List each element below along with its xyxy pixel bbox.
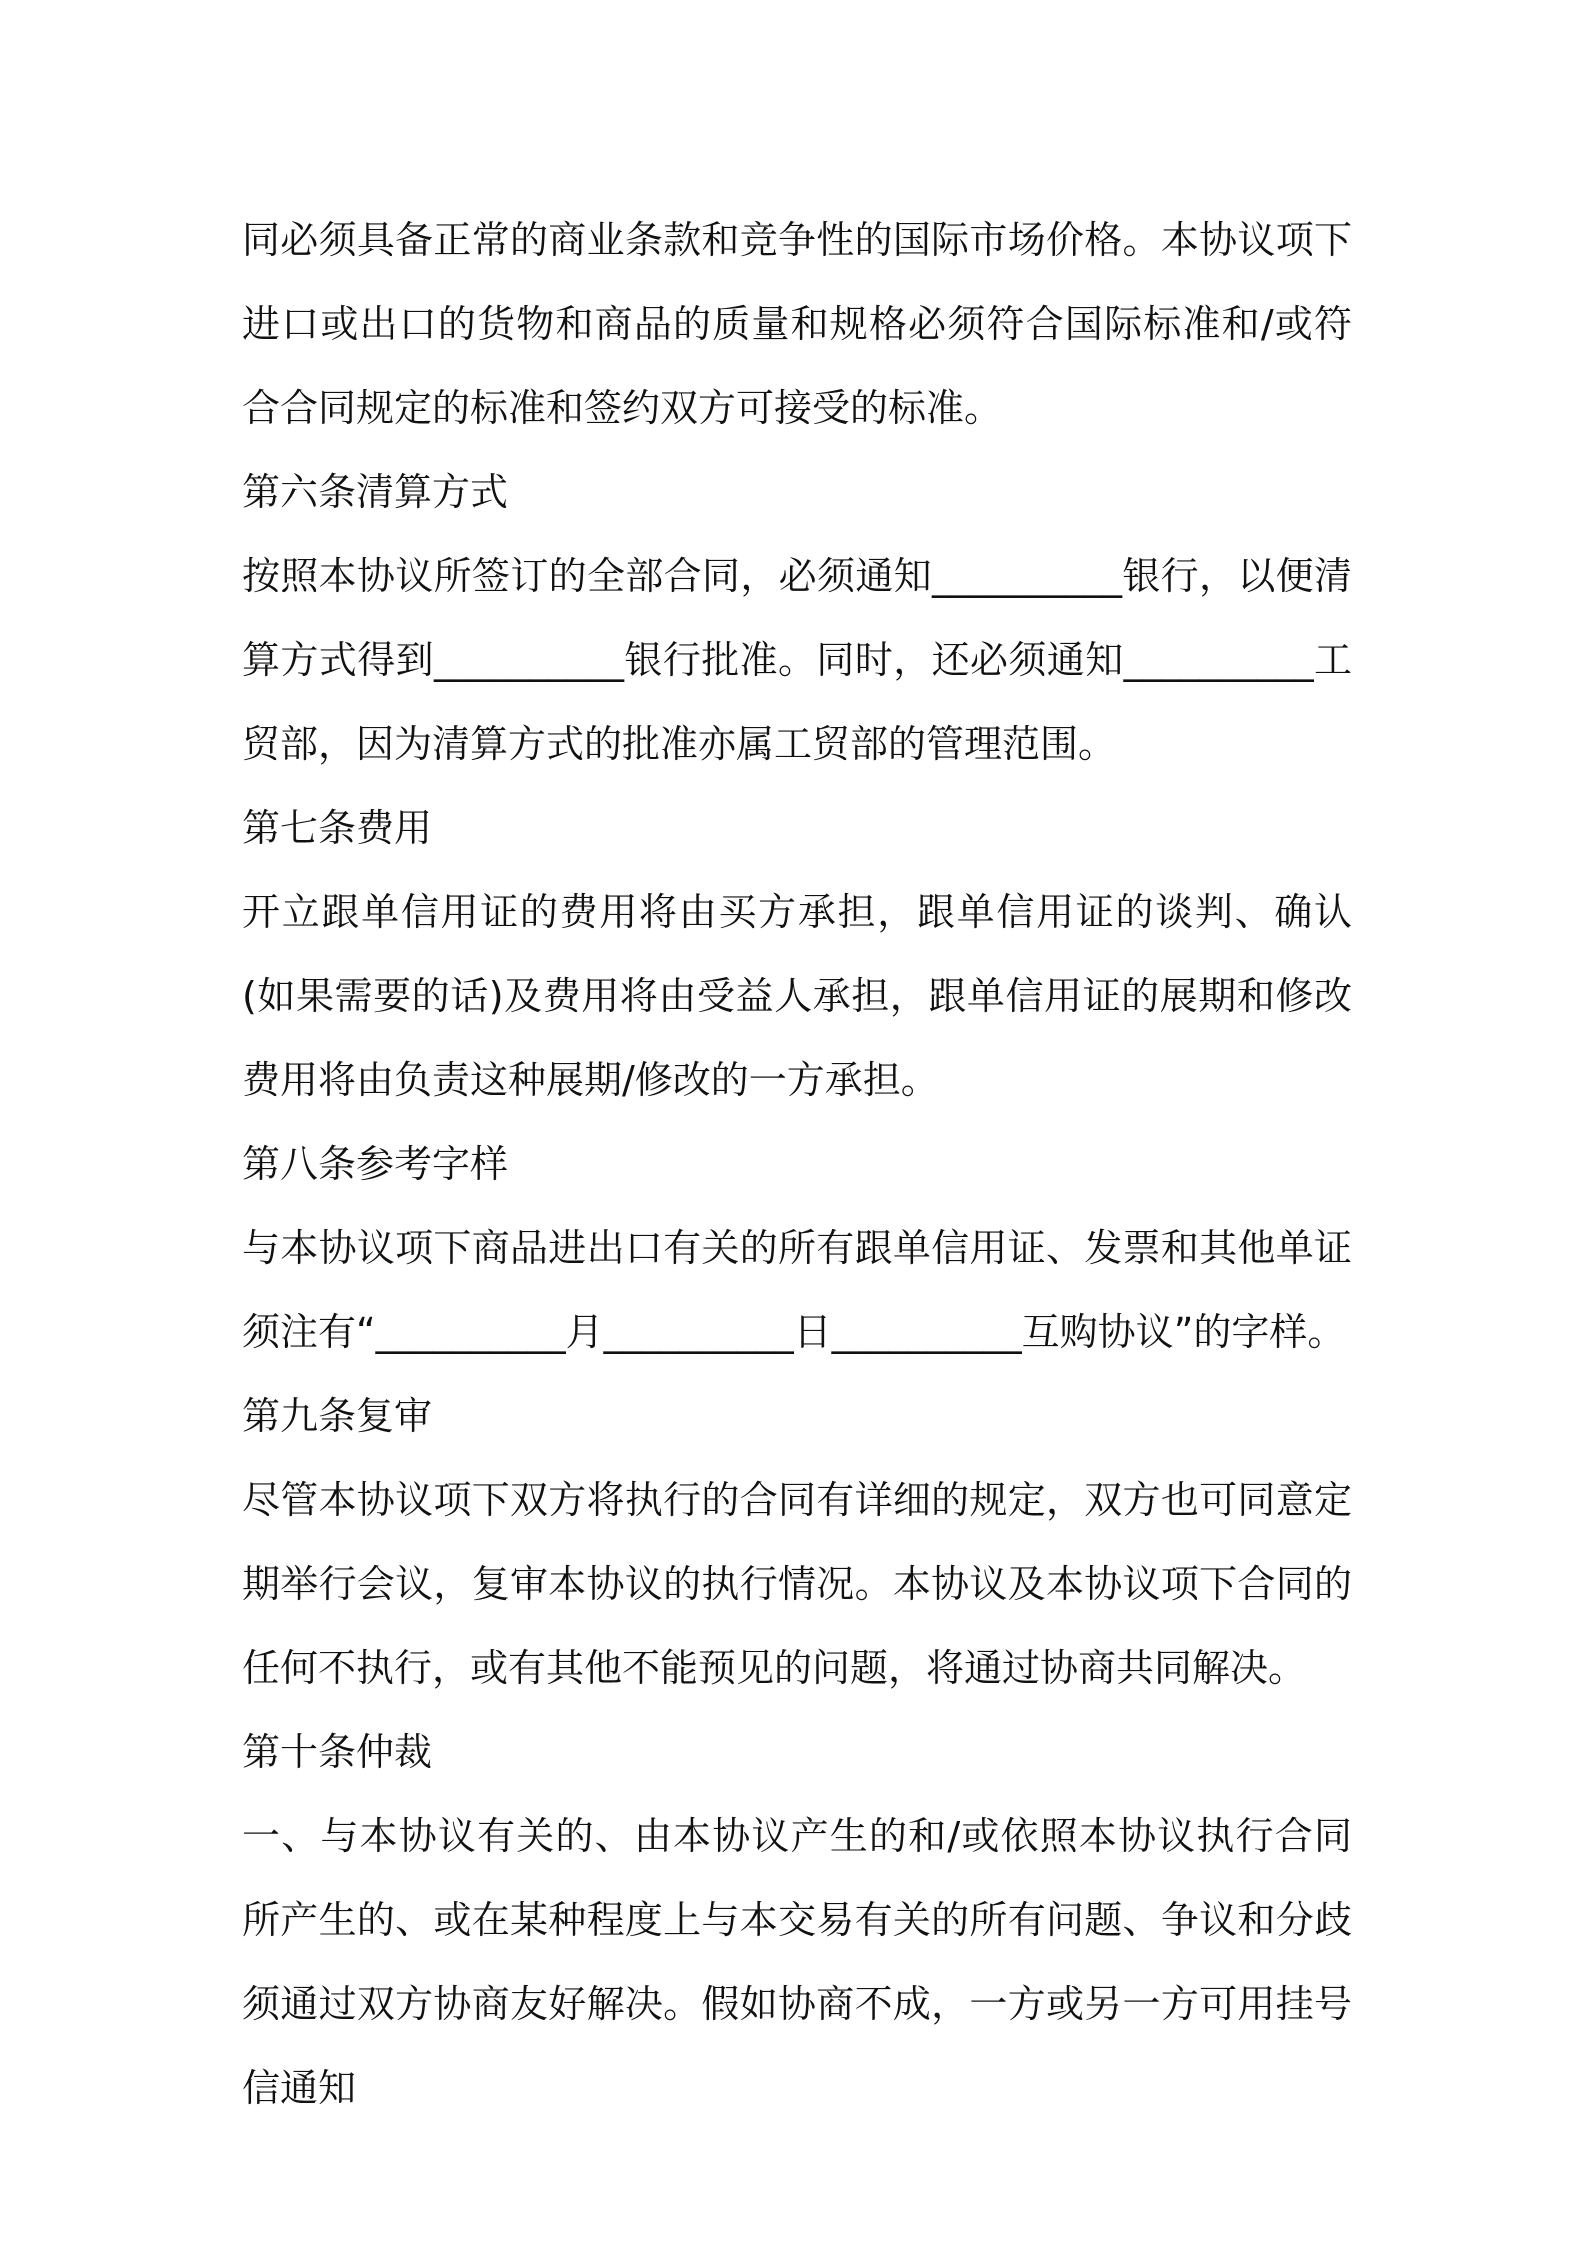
paragraph-fees: 开立跟单信用证的费用将由买方承担，跟单信用证的谈判、确认(如果需要的话)及费用将由受益人承担，跟单信用证的展期和修改费用将由负责这种展期/修改的一方承担。 [242, 890, 1352, 1102]
heading-article-9: 第九条复审 [242, 1394, 433, 1438]
paragraph-reference-wording: 与本协议项下商品进出口有关的所有跟单信用证、发票和其他单证须注有“__________月__________日__________互购协议”的字样。 [242, 1226, 1352, 1354]
paragraph-review: 尽管本协议项下双方将执行的合同有详细的规定，双方也可同意定期举行会议，复审本协议的执行情况。本协议及本协议项下合同的任何不执行，或有其他不能预见的问题，将通过协商共同解决。 [242, 1478, 1352, 1690]
heading-article-7: 第七条费用 [242, 806, 433, 850]
heading-article-6: 第六条清算方式 [242, 470, 509, 514]
paragraph-settlement: 按照本协议所签订的全部合同，必须通知__________银行，以便清算方式得到__________银行批准。同时，还必须通知__________工贸部，因为清算方式的批准亦属工贸部的管理范围。 [242, 554, 1352, 766]
paragraph-arbitration: 一、与本协议有关的、由本协议产生的和/或依照本协议执行合同所产生的、或在某种程度上与本交易有关的所有问题、争议和分歧须通过双方协商友好解决。假如协商不成，一方或另一方可用挂号信通知 [242, 1814, 1352, 2110]
heading-article-8: 第八条参考字样 [242, 1142, 509, 1186]
heading-article-10: 第十条仲裁 [242, 1730, 433, 1774]
paragraph-quality-standards: 同必须具备正常的商业条款和竞争性的国际市场价格。本协议项下进口或出口的货物和商品的质量和规格必须符合国际标准和/或符合合同规定的标准和签约双方可接受的标准。 [242, 218, 1352, 430]
document-body [242, 198, 1352, 2130]
